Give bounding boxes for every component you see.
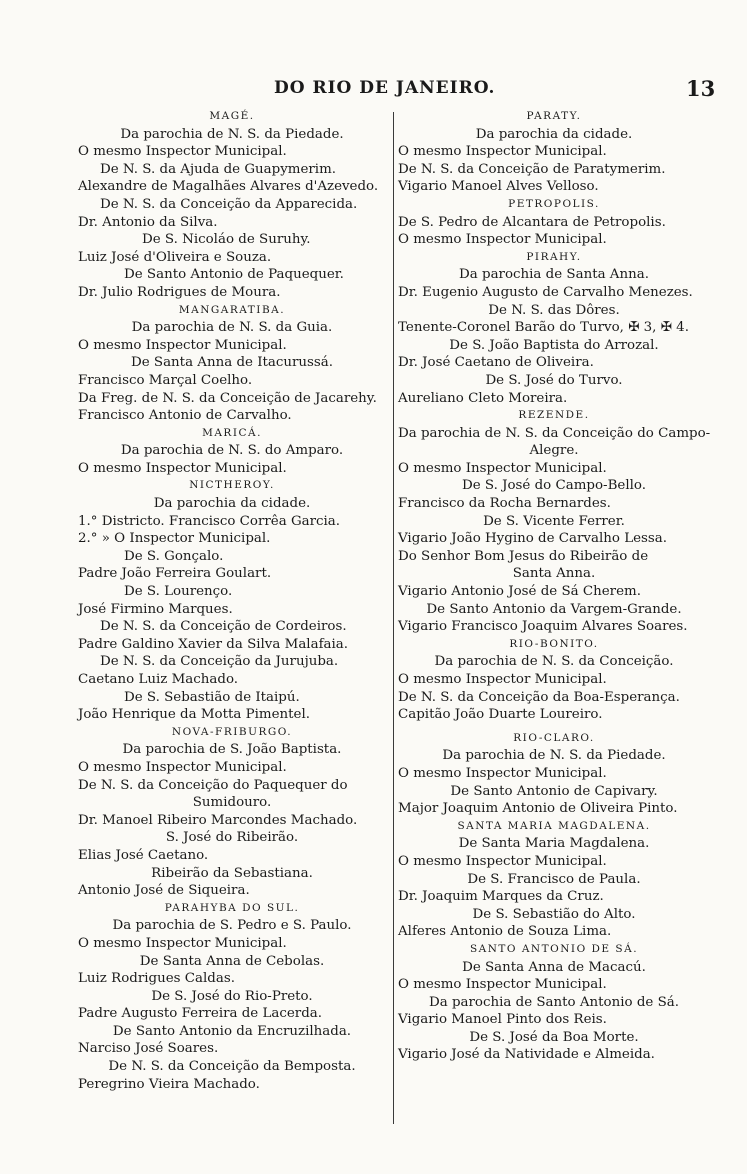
- parish-line: De S. José da Boa Morte.: [469, 1029, 639, 1045]
- parish-line: Sumidouro.: [192, 795, 272, 811]
- entry-line: Vigario João Hygino de Carvalho Lessa.: [398, 531, 668, 547]
- section-rezende: [398, 407, 710, 636]
- parish-line: De S. João Baptista do Arrozal.: [449, 337, 659, 353]
- entry-line: Antonio José de Siqueira.: [78, 883, 250, 899]
- entry-line: Dr. Eugenio Augusto de Carvalho Menezes.: [398, 284, 693, 300]
- parish-line: Da parochia de Santo Antonio de Sá.: [428, 994, 679, 1010]
- parish-line: De N. S. da Ajuda de Guapymerim.: [100, 161, 337, 177]
- entry-line: Francisco da Rocha Bernardes.: [398, 496, 611, 512]
- entry-line: O mesmo Inspector Municipal.: [398, 853, 607, 869]
- parish-line: Da parochia de N. S. da Guia.: [131, 320, 333, 336]
- entry-line: O mesmo Inspector Municipal.: [398, 144, 607, 160]
- entry-line: Alferes Antonio de Souza Lima.: [398, 924, 612, 940]
- entry-line: Francisco Antonio de Carvalho.: [78, 408, 292, 424]
- entry-line: Francisco Marçal Coelho.: [78, 372, 253, 388]
- page-header: [0, 78, 747, 104]
- entry-line: Dr. Antonio da Silva.: [78, 214, 218, 230]
- entry-line: Tenente-Coronel Barão do Turvo, ✠ 3, ✠ 4.: [398, 320, 689, 336]
- parish-line: De Santo Antonio de Capivary.: [450, 783, 658, 799]
- parish-line: Da parochia de N. S. da Piedade.: [120, 126, 344, 142]
- parish-line: Da parochia da cidade.: [475, 126, 633, 142]
- section-rio-claro: [398, 730, 710, 818]
- parish-line: Da parochia de N. S. da Piedade.: [442, 748, 666, 764]
- parish-line: De Santa Maria Magdalena.: [458, 836, 650, 852]
- entry-line: Vigario Manoel Pinto dos Reis.: [398, 1012, 607, 1028]
- section-heading: NICTHEROY.: [189, 479, 275, 492]
- parish-line: De S. Lourenço.: [124, 584, 233, 600]
- entry-line: Aureliano Cleto Moreira.: [398, 390, 568, 406]
- entry-line: O mesmo Inspector Municipal.: [398, 765, 607, 781]
- parish-line: De Santa Anna de Cebolas.: [139, 953, 325, 969]
- running-title: DO RIO DE JANEIRO.: [274, 78, 496, 98]
- entry-line: Dr. Joaquim Marques da Cruz.: [398, 889, 604, 905]
- entry-line: O mesmo Inspector Municipal.: [78, 337, 287, 353]
- section-heading: PIRAHY.: [526, 250, 582, 263]
- entry-line: O mesmo Inspector Municipal.: [78, 144, 287, 160]
- section-marica: [78, 425, 386, 478]
- entry-line: O mesmo Inspector Municipal.: [398, 977, 607, 993]
- parish-line: Da parochia de N. S. do Amparo.: [120, 443, 344, 459]
- parish-line: De S. Sebastião do Alto.: [472, 906, 636, 922]
- parish-line: Santa Anna.: [512, 566, 596, 582]
- entry-line: Elias José Caetano.: [78, 847, 209, 863]
- entry-line: Vigario Manoel Alves Velloso.: [398, 179, 599, 195]
- section-parahyba-do-sul: [78, 900, 386, 1094]
- section-heading: SANTO ANTONIO DE SÁ.: [469, 942, 639, 955]
- parish-line: De Santo Antonio da Vargem-Grande.: [426, 601, 682, 617]
- parish-line: De S. Gonçalo.: [124, 548, 224, 564]
- entry-line: O mesmo Inspector Municipal.: [398, 672, 607, 687]
- parish-line: Da Freg. de N. S. da Conceição de Jacarehy.: [78, 390, 377, 406]
- entry-line: Capitão João Duarte Loureiro.: [398, 707, 603, 723]
- entry-line: O mesmo Inspector Municipal.: [78, 460, 287, 476]
- parish-line: Alegre.: [529, 443, 579, 459]
- parish-line: Da parochia de Santa Anna.: [459, 267, 649, 283]
- page-number: 13: [686, 76, 716, 101]
- parish-line: Da parochia da cidade.: [153, 496, 311, 512]
- parish-line: De S. José do Rio-Preto.: [151, 988, 313, 1004]
- section-nictheroy: [78, 477, 386, 723]
- parish-line: De N. S. da Conceição da Boa-Esperança.: [398, 689, 680, 705]
- section-heading: REZENDE.: [518, 409, 590, 422]
- entry-line: 1.° Districto. Francisco Corrêa Garcia.: [78, 513, 341, 529]
- parish-line: De N. S. da Conceição do Paquequer do: [78, 777, 348, 793]
- section-heading: RIO-CLARO.: [513, 731, 595, 744]
- section-mangaratiba: [78, 302, 386, 425]
- parish-line: De S. Vicente Ferrer.: [483, 513, 625, 529]
- parish-line: Da parochia de N. S. da Conceição.: [434, 654, 674, 670]
- right-column: [398, 108, 710, 1064]
- section-heading: PETROPOLIS.: [508, 197, 600, 210]
- column-divider: [393, 112, 394, 1124]
- parish-line: De S. José do Turvo.: [485, 372, 623, 388]
- section-santo-antonio-de-sa: [398, 941, 710, 1064]
- section-heading: RIO-BONITO.: [509, 637, 599, 650]
- entry-line: Padre Augusto Ferreira de Lacerda.: [78, 1006, 323, 1022]
- parish-line: S. José do Ribeirão.: [165, 830, 299, 846]
- section-petropolis: [398, 196, 710, 249]
- parish-line: Da parochia de N. S. da Conceição do Campo-: [398, 425, 711, 441]
- section-heading: MARICÁ.: [202, 426, 262, 439]
- parish-line: De S. Francisco de Paula.: [467, 871, 641, 887]
- parish-line: Do Senhor Bom Jesus do Ribeirão de: [398, 548, 649, 564]
- parish-line: De N. S. da Conceição da Jurujuba.: [100, 654, 339, 670]
- entry-line: O mesmo Inspector Municipal.: [78, 759, 287, 775]
- entry-line: João Henrique da Motta Pimentel.: [78, 707, 310, 723]
- parish-line: Da parochia de S. Pedro e S. Paulo.: [112, 918, 352, 934]
- parish-line: De S. Pedro de Alcantara de Petropolis.: [398, 214, 666, 230]
- section-rio-bonito: [398, 636, 710, 724]
- entry-line: Dr. Manoel Ribeiro Marcondes Machado.: [78, 812, 358, 828]
- parish-line: De N. S. da Conceição da Apparecida.: [100, 196, 358, 212]
- entry-line: Vigario José da Natividade e Almeida.: [398, 1047, 655, 1063]
- section-paraty: [398, 108, 710, 196]
- parish-line: De Santo Antonio de Paquequer.: [124, 267, 344, 283]
- left-column: [78, 108, 386, 1093]
- parish-line: De N. S. da Conceição de Paratymerim.: [398, 161, 666, 177]
- section-nova-friburgo: [78, 724, 386, 900]
- entry-line: O mesmo Inspector Municipal.: [78, 935, 287, 951]
- entry-line: O mesmo Inspector Municipal.: [398, 232, 607, 248]
- parish-line: De S. José do Campo-Bello.: [462, 478, 646, 494]
- section-heading: PARAHYBA DO SUL.: [164, 901, 300, 914]
- section-heading: NOVA-FRIBURGO.: [171, 725, 293, 738]
- entry-line: Dr. José Caetano de Oliveira.: [398, 355, 594, 371]
- entry-line: Vigario Antonio José de Sá Cherem.: [398, 584, 641, 600]
- entry-line: Peregrino Vieira Machado.: [78, 1076, 260, 1092]
- entry-line: 2.° » O Inspector Municipal.: [78, 531, 271, 547]
- entry-line: Padre João Ferreira Goulart.: [78, 566, 272, 582]
- entry-line: Major Joaquim Antonio de Oliveira Pinto.: [398, 801, 678, 817]
- parish-line: De Santo Antonio da Encruzilhada.: [112, 1023, 352, 1039]
- parish-line: De S. Nicoláo de Suruhy.: [142, 232, 311, 248]
- entry-line: Dr. Julio Rodrigues de Moura.: [78, 284, 281, 300]
- parish-line: De N. S. das Dôres.: [488, 302, 620, 318]
- entry-line: José Firmino Marques.: [78, 601, 233, 617]
- entry-line: Luiz Rodrigues Caldas.: [78, 971, 235, 987]
- parish-line: De S. Sebastião de Itaipú.: [124, 689, 300, 705]
- entry-line: O mesmo Inspector Municipal.: [398, 460, 607, 476]
- section-heading: PARATY.: [526, 110, 582, 122]
- section-heading: MAGÉ.: [209, 110, 255, 122]
- section-mage: [78, 108, 386, 302]
- section-heading: SANTA MARIA MAGDALENA.: [457, 819, 651, 832]
- parish-line: Da parochia de S. João Baptista.: [122, 742, 342, 758]
- parish-line: Ribeirão da Sebastiana.: [151, 865, 313, 881]
- parish-line: De N. S. da Conceição de Cordeiros.: [100, 619, 347, 635]
- entry-line: Caetano Luiz Machado.: [78, 672, 239, 687]
- entry-line: Vigario Francisco Joaquim Alvares Soares.: [398, 619, 688, 635]
- section-santa-maria-magdalena: [398, 818, 710, 941]
- parish-line: De N. S. da Conceição da Bemposta.: [108, 1059, 356, 1075]
- parish-line: De Santa Anna de Itacurussá.: [130, 355, 334, 371]
- parish-line: De Santa Anna de Macacú.: [462, 959, 646, 975]
- section-heading: MANGARATIBA.: [178, 303, 286, 316]
- entry-line: Narciso José Soares.: [78, 1041, 219, 1057]
- entry-line: Luiz José d'Oliveira e Souza.: [78, 249, 272, 265]
- section-pirahy: [398, 249, 710, 407]
- entry-line: Padre Galdino Xavier da Silva Malafaia.: [78, 636, 349, 652]
- entry-line: Alexandre de Magalhães Alvares d'Azevedo.: [78, 179, 379, 195]
